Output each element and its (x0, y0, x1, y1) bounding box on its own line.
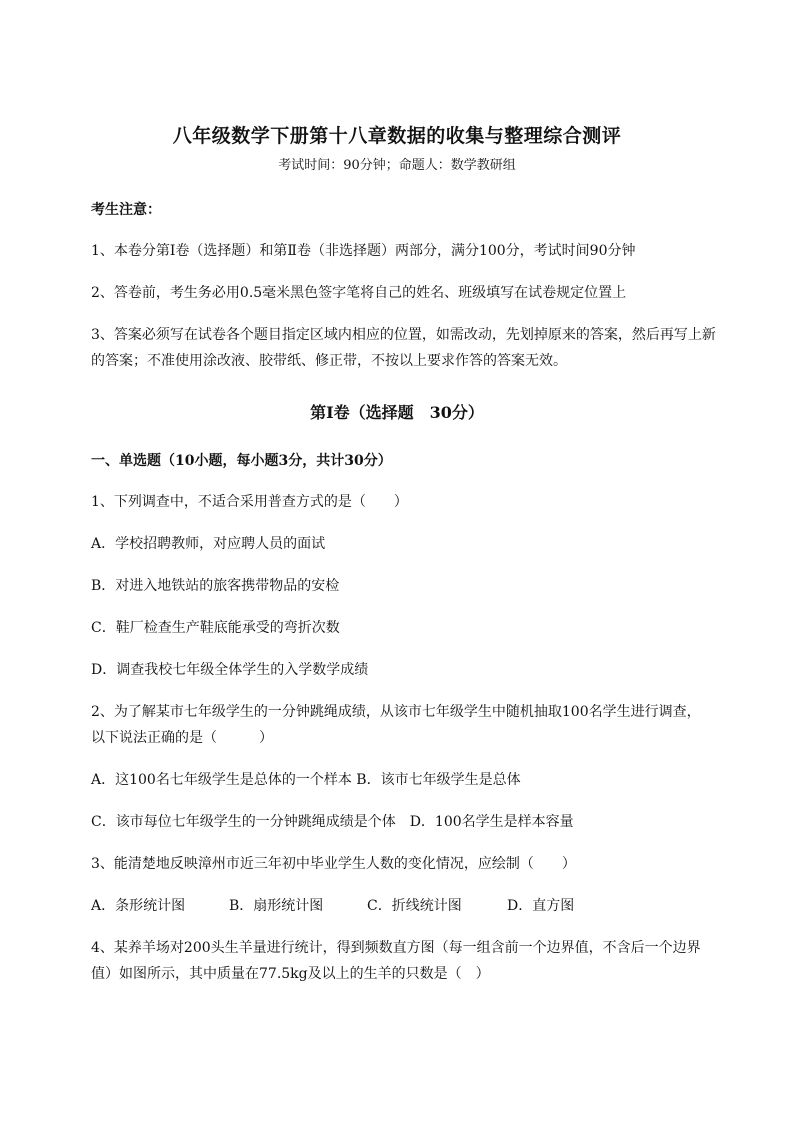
q4-stem-line1: 4、某养羊场对200头生羊量进行统计，得到频数直方图（每一组含前一个边界值，不含后一个边界 (91, 940, 701, 956)
q3-option-c: C．折线统计图 (367, 898, 462, 914)
q3-option-b: B．扇形统计图 (229, 898, 324, 914)
q3-stem: 3、能清楚地反映漳州市近三年初中毕业学生人数的变化情况，应绘制（ ） (91, 856, 576, 872)
q1-option-a: A．学校招聘教师，对应聘人员的面试 (91, 536, 326, 552)
q2-stem-line2: 以下说法正确的是（ ） (91, 730, 273, 746)
q3-option-a: A．条形统计图 (91, 898, 186, 914)
q1-option-c: C．鞋厂检查生产鞋底能承受的弯折次数 (91, 620, 340, 636)
q3-options (91, 895, 574, 917)
notice-item-3-cont: 的答案；不准使用涂改液、胶带纸、修正带，不按以上要求作答的答案无效。 (91, 353, 567, 369)
q3-option-d: D．直方图 (507, 898, 575, 914)
q1-stem: 1、下列调查中，不适合采用普查方式的是（ ） (91, 494, 408, 510)
q1-option-b: B．对进入地铁站的旅客携带物品的安检 (91, 578, 340, 594)
q4-stem-line2: 值）如图所示，其中质量在77.5kg及以上的生羊的只数是（ ） (91, 966, 490, 982)
notice-item-1: 1、本卷分第I卷（选择题）和第Ⅱ卷（非选择题）两部分，满分100分，考试时间90分钟 (91, 243, 636, 259)
q2-stem-line1: 2、为了解某市七年级学生的一分钟跳绳成绩，从该市七年级学生中随机抽取100名学生进行调查， (91, 704, 701, 720)
part1-title: 第I卷（选择题 30分） (310, 403, 484, 422)
notice-heading: 考生注意： (91, 202, 161, 218)
exam-subtitle: 考试时间：90分钟；命题人：数学教研组 (278, 158, 516, 173)
section-heading: 一、单选题（10小题，每小题3分，共计30分） (91, 453, 392, 469)
notice-item-3: 3、答案必须写在试卷各个题目指定区域内相应的位置，如需改动，先划掉原来的答案，然后再写上新 (91, 327, 716, 343)
q2-options-cd: C．该市每位七年级学生的一分钟跳绳成绩是个体 D．100名学生是样本容量 (91, 814, 574, 830)
notice-item-2: 2、答卷前，考生务必用0.5毫米黑色签字笔将自己的姓名、班级填写在试卷规定位置上 (91, 285, 627, 301)
exam-title: 八年级数学下册第十八章数据的收集与整理综合测评 (172, 125, 622, 147)
q2-options-ab: A．这100名七年级学生是总体的一个样本 B．该市七年级学生是总体 (91, 772, 521, 788)
q1-option-d: D．调查我校七年级全体学生的入学数学成绩 (91, 662, 369, 678)
